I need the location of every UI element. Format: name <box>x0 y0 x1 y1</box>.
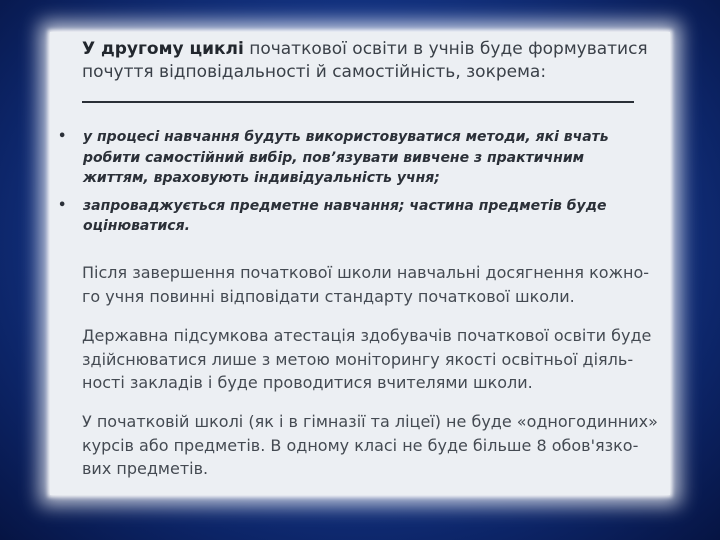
paragraph-standard <box>82 261 667 308</box>
paragraph-line: Після завершення початкової школи навчальні досягнення кожно- <box>82 263 650 282</box>
bullet-item-subject-teaching <box>56 196 656 237</box>
bullet-marker-icon: • <box>58 129 67 144</box>
paragraph-line: го учня повинні відповідати стандарту початкової школи. <box>82 286 575 306</box>
intro-line-1 <box>82 38 652 61</box>
bullet-item-methods <box>56 127 656 189</box>
paragraph-attestation <box>82 324 667 395</box>
bullet-line: запроваджується предметне навчання; частина предметів буде <box>83 197 607 214</box>
intro-heading <box>82 38 652 84</box>
paragraph-line: ності закладів і буде проводитися вчителями школи. <box>82 373 533 392</box>
intro-line-1-rest: початкової освіти в учнів буде формуватися <box>243 39 648 59</box>
separator-line <box>82 101 634 103</box>
intro-bold-text: У другому циклі <box>82 39 244 59</box>
paragraph-line: курсів або предметів. В одному класі не буде більше 8 обов'язко- <box>82 435 639 455</box>
paragraph-courses <box>82 410 667 481</box>
slide-card <box>50 32 670 495</box>
bullet-line: робити самостійний вибір, пов’язувати вивчене з практичним <box>83 149 585 166</box>
paragraph-line: У початковій школі (як і в гімназії та ліцеї) не буде «одногодинних» <box>82 412 658 431</box>
bullet-marker-icon: • <box>58 197 67 213</box>
intro-line-2: почуття відповідальності й самостійність, зокрема: <box>82 62 547 82</box>
bullet-line: у процесі навчання будуть використовуватися методи, які вчать <box>83 129 609 145</box>
paragraph-line: здійснюватися лише з метою моніторингу якості освітньої діяль- <box>82 349 634 369</box>
paragraph-line: Державна підсумкова атестація здобувачів початкової освіти буде <box>82 326 652 345</box>
bullet-list <box>56 127 656 244</box>
paragraph-line: вих предметів. <box>82 459 209 478</box>
bullet-line: життям, враховують індивідуальність учня; <box>83 170 440 186</box>
bullet-line: оцінюватися. <box>83 218 190 234</box>
